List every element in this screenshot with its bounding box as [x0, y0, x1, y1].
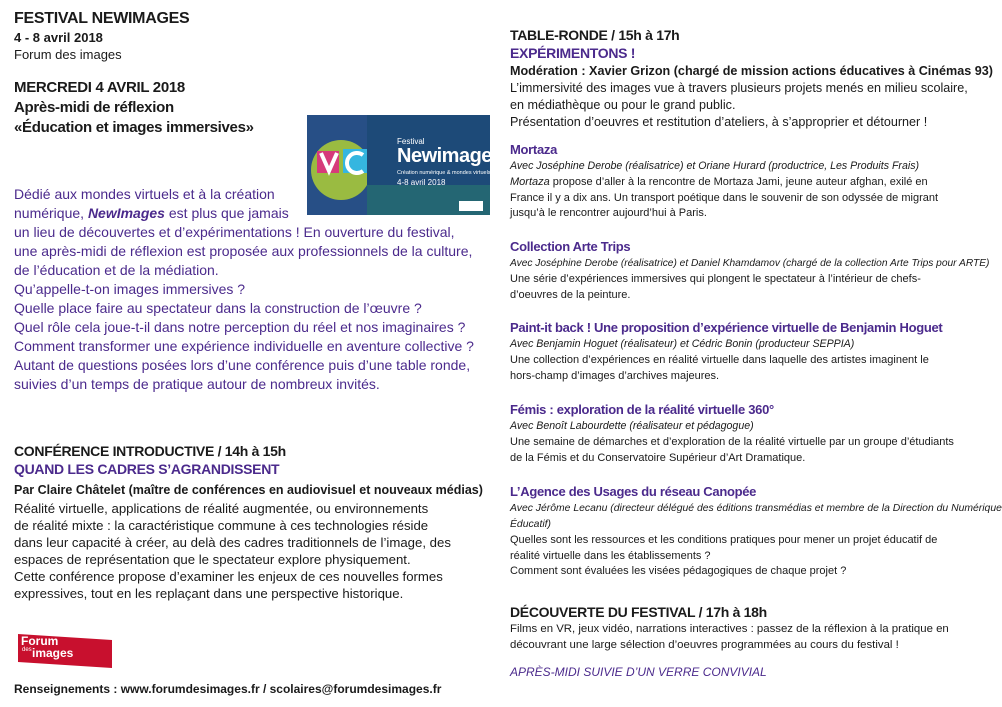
table-ronde-line: en médiathèque ou pour le grand public.: [510, 98, 736, 112]
day-subtitle: Après-midi de réflexion: [14, 99, 174, 116]
conference-speaker: Par Claire Châtelet (maître de conférences en audiovisuel et nouveaux médias): [14, 483, 483, 497]
project-title-arte: Collection Arte Trips: [510, 239, 631, 254]
intro-line: un lieu de découvertes et d’expérimentations ! En ouverture du festival,: [14, 224, 455, 240]
project-credits-arte: Avec Joséphine Derobe (réalisatrice) et Daniel Khamdamov (chargé de la collection Arte Trips pour ARTE): [510, 258, 990, 269]
intro-line: numérique, NewImages est plus que jamais: [14, 205, 289, 221]
conference-line: Réalité virtuelle, applications de réalité augmentée, ou environnements: [14, 501, 429, 516]
intro-line: de l’éducation et de la médiation.: [14, 262, 219, 278]
closing-note: APRÈS-MIDI SUIVIE D’UN VERRE CONVIVIAL: [510, 665, 767, 679]
conference-line: Cette conférence propose d’examiner les enjeux de ces nouvelles formes: [14, 569, 443, 584]
intro-paragraph: [14, 185, 504, 394]
project-body-mortaza: Mortaza propose d’aller à la rencontre de Mortaza Jami, jeune auteur afghan, exilé en France il y a dix ans. Un transport poétique dans le souvenir de son odyssée de migrant jusqu’à le rencontrer aujourd’hui à Paris.: [510, 176, 939, 219]
project-body-arte: Une série d’expériences immersives qui plongent le spectateur à l’intérieur de chefs- d’oeuvres de la peinture.: [510, 273, 921, 301]
table-ronde-line: Présentation d’oeuvres et restitution d’ateliers, à s’approprier et détourner !: [510, 115, 928, 129]
day-theme: «Éducation et images immersives»: [14, 119, 254, 136]
project-credits-paint: Avec Benjamin Hoguet (réalisateur) et Cédric Bonin (producteur SEPPIA): [510, 338, 855, 350]
intro-line: Quelle place faire au spectateur dans la construction de l’œuvre ?: [14, 300, 422, 316]
conference-line: expressives, tout en les replaçant dans une perspective historique.: [14, 586, 404, 601]
contact-info: Renseignements : www.forumdesimages.fr / scolaires@forumdesimages.fr: [14, 682, 442, 696]
project-body-paint: Une collection d’expériences en réalité virtuelle dans laquelle des artistes imaginent le hors-champ d’images d’archives majeures.: [510, 354, 929, 382]
project-credits-canope: Avec Jérôme Lecanu (directeur délégué des éditions transmédias et membre de la Direction du Numérique Éducatif): [510, 503, 1002, 530]
intro-line: une après-midi de réflexion est proposée aux professionnels de la culture,: [14, 243, 473, 259]
project-title-femis: Fémis : exploration de la réalité virtuelle 360°: [510, 402, 774, 417]
project-body-femis: Une semaine de démarches et d’exploration de la réalité virtuelle par un groupe d’étudiants de la Fémis et du Conservatoire Supérieur d’Art Dramatique.: [510, 436, 954, 464]
intro-line: Qu’appelle-t-on images immersives ?: [14, 281, 246, 297]
poster-dates: 4-8 avril 2018: [397, 178, 446, 187]
conference-body: [14, 500, 494, 602]
logo-text-des: des: [22, 647, 32, 653]
logo-text-forum: Forum: [21, 634, 59, 648]
project-body-canope: Quelles sont les ressources et les conditions pratiques pour mener un projet éducatif de réalité virtuelle dans les établissements ? Comment sont évaluées les visées pédagogiques de chaque projet ?: [510, 534, 938, 577]
festival-dates: 4 - 8 avril 2018: [14, 30, 103, 45]
project-credits-femis: Avec Benoît Labourdette (réalisateur et pédagogue): [510, 420, 754, 432]
conference-line: dans leur capacité à créer, au delà des cadres traditionnels de l’image, des: [14, 535, 451, 550]
festival-title: FESTIVAL NEWIMAGES: [14, 10, 190, 27]
project-title-canope: L’Agence des Usages du réseau Canopée: [510, 484, 757, 499]
poster-label-big: Newimages: [397, 145, 503, 167]
decouverte-body: Films en VR, jeux vidéo, narrations interactives : passez de la réflexion à la pratique en découvrant une large sélection d’oeuvres programmées au cours du festival !: [510, 623, 949, 651]
intro-line: Quel rôle cela joue-t-il dans notre perception du réel et nos imaginaires ?: [14, 319, 466, 335]
project-credits-mortaza: Avec Joséphine Derobe (réalisatrice) et Oriane Hurard (productrice, Les Produits Frais): [510, 160, 920, 172]
conference-heading: CONFÉRENCE INTRODUCTIVE / 14h à 15h: [14, 443, 286, 459]
table-ronde-line: L’immersivité des images vue à travers plusieurs projets menés en milieu scolaire,: [510, 81, 968, 95]
table-ronde-moderation: Modération : Xavier Grizon (chargé de mission actions éducatives à Cinémas 93): [510, 64, 993, 78]
project-title-mortaza: Mortaza: [510, 142, 558, 157]
poster-tagline: Création numérique & mondes virtuels: [397, 170, 491, 176]
logo-text-images: images: [32, 646, 74, 660]
conference-line: espaces de représentation que le spectateur explore physiquement.: [14, 552, 411, 567]
table-ronde-body: [510, 80, 968, 131]
table-ronde-heading: TABLE-RONDE / 15h à 17h: [510, 27, 680, 43]
newimages-emphasis: NewImages: [87, 205, 165, 221]
intro-line: Dédié aux mondes virtuels et à la création: [14, 186, 275, 202]
poster-label-small: Festival: [397, 137, 425, 146]
table-ronde-title: EXPÉRIMENTONS !: [510, 45, 636, 61]
festival-venue: Forum des images: [14, 47, 122, 62]
intro-line: Comment transformer une expérience individuelle en aventure collective ?: [14, 338, 474, 354]
conference-line: de réalité mixte : la caractéristique commune à ces technologies réside: [14, 518, 429, 533]
intro-line: Autant de questions posées lors d’une conférence puis d’une table ronde,: [14, 357, 471, 373]
forum-des-images-logo: [18, 632, 112, 668]
day-date: MERCREDI 4 AVRIL 2018: [14, 79, 185, 96]
conference-title: QUAND LES CADRES S’AGRANDISSENT: [14, 461, 280, 477]
intro-line: suivies d’un temps de pratique autour de nombreux invités.: [14, 376, 380, 392]
project-title-paint: Paint-it back ! Une proposition d’expérience virtuelle de Benjamin Hoguet: [510, 320, 943, 335]
decouverte-heading: DÉCOUVERTE DU FESTIVAL / 17h à 18h: [510, 604, 767, 620]
